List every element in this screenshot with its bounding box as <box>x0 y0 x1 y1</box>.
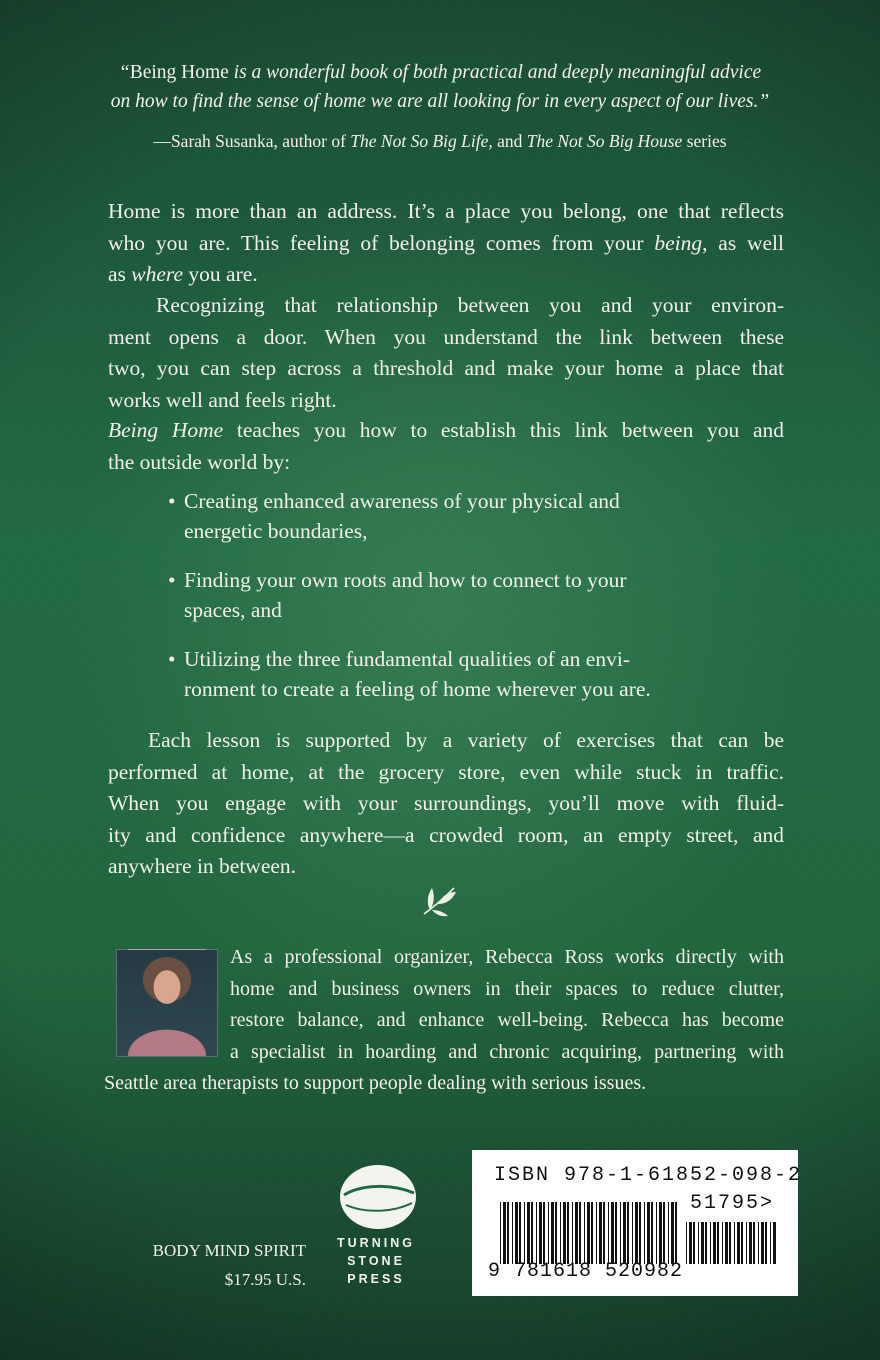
quote-line-2: on how to find the sense of home we are all looking for in every aspect of our lives.” <box>110 91 770 112</box>
barcode-bar <box>615 1202 617 1264</box>
barcode-bar <box>500 1202 501 1264</box>
isbn-barcode <box>472 1150 803 1296</box>
barcode-bar <box>734 1222 735 1264</box>
barcode-bar <box>587 1202 590 1264</box>
barcode-bar <box>659 1202 662 1264</box>
para4-line-1: Each lesson is supported by a variety of exercises that can be <box>148 728 784 752</box>
quote-attribution <box>60 128 820 154</box>
barcode-bar <box>705 1222 707 1264</box>
barcode-bar <box>770 1222 771 1264</box>
attribution-book-1: The Not So Big Life, <box>350 131 493 151</box>
addon-barcode-bars <box>686 1222 776 1264</box>
attribution-suffix: series <box>682 131 727 151</box>
barcode-bar <box>611 1202 614 1264</box>
bullet-dot: • <box>168 647 176 671</box>
barcode-bar <box>563 1202 566 1264</box>
barcode-bar <box>512 1202 513 1264</box>
barcode-bar <box>693 1222 695 1264</box>
para1-l3-end: you are. <box>183 262 258 286</box>
endorsement-quote <box>60 58 820 116</box>
author-bio <box>230 942 784 1068</box>
para3-line-1 <box>108 415 784 447</box>
barcode-bar <box>773 1222 776 1264</box>
attribution-book-2: The Not So Big House <box>526 131 683 151</box>
bullet-2-line-2: spaces, and <box>184 598 282 622</box>
category-and-price <box>120 1236 306 1294</box>
barcode-bar <box>579 1202 581 1264</box>
para4-line-4: ity and confidence anywhere—a crowded room, an empty street, and <box>108 822 784 847</box>
barcode-bar <box>560 1202 561 1264</box>
bullet-item-1 <box>168 486 728 546</box>
barcode-bar <box>632 1202 633 1264</box>
barcode-bar <box>686 1222 687 1264</box>
barcode-bar <box>608 1202 609 1264</box>
para4-line-5: anywhere in between. <box>108 854 297 878</box>
barcode-bar <box>507 1202 509 1264</box>
barcode-bar <box>671 1202 674 1264</box>
barcode-bar <box>647 1202 650 1264</box>
leaf-ornament-icon <box>418 880 462 920</box>
barcode-bar <box>663 1202 665 1264</box>
barcode-bar <box>737 1222 740 1264</box>
description-paragraph-1 <box>108 196 784 291</box>
bullet-1-line-1: Creating enhanced awareness of your physical and <box>184 489 620 513</box>
barcode-bar <box>668 1202 669 1264</box>
author-photo <box>116 949 218 1057</box>
para4-line-3: When you engage with your surroundings, you’ll move with fluid- <box>108 791 784 815</box>
barcode-bar <box>761 1222 764 1264</box>
barcode-bar <box>548 1202 549 1264</box>
para3-line-2: the outside world by: <box>108 449 291 474</box>
publisher-line-1: TURNING <box>337 1236 415 1250</box>
ean-digits: 9 781618 520982 <box>488 1260 684 1283</box>
para1-l3-pre: as <box>108 262 132 286</box>
barcode-bar <box>555 1202 557 1264</box>
quote-text-1: is a wonderful book of both practical and deeply meaningful advice <box>228 62 762 83</box>
barcode-bar <box>620 1202 621 1264</box>
bullet-dot: • <box>168 489 176 513</box>
barcode-bar <box>551 1202 554 1264</box>
barcode-bar <box>539 1202 542 1264</box>
bullet-item-2 <box>168 565 728 625</box>
isbn-number: ISBN 978-1-61852-098-2 <box>494 1164 803 1187</box>
barcode-bar <box>722 1222 723 1264</box>
barcode-bar <box>603 1202 605 1264</box>
description-paragraph-4 <box>108 725 784 883</box>
para2-line-4: works well and feels right. <box>108 387 337 412</box>
para1-text-end: , as well <box>702 230 785 255</box>
para1-line-1: Home is more than an address. It’s a place you belong, one that reflects <box>108 199 784 223</box>
barcode-bar <box>575 1202 578 1264</box>
book-price: $17.95 U.S. <box>224 1270 306 1289</box>
barcode-bar <box>536 1202 537 1264</box>
barcode-bar <box>599 1202 602 1264</box>
barcode-bar <box>765 1222 767 1264</box>
barcode-bar <box>515 1202 518 1264</box>
barcode-bar <box>623 1202 626 1264</box>
barcode-bar <box>543 1202 545 1264</box>
attribution-and: and <box>492 131 527 151</box>
publisher-line-2: STONE <box>347 1254 405 1268</box>
bio-line-5: Seattle area therapists to support people dealing with serious issues. <box>104 1072 647 1094</box>
bio-line-2: home and business owners in their spaces to reduce clutter, <box>230 977 784 1000</box>
bullet-3-line-1: Utilizing the three fundamental qualities of an envi- <box>184 647 630 671</box>
barcode-bar <box>635 1202 638 1264</box>
para3-book-title: Being Home <box>108 418 224 442</box>
para2-line-2: ment opens a door. When you understand the link between these <box>108 324 784 349</box>
quote-line-1 <box>60 58 820 87</box>
book-category: BODY MIND SPIRIT <box>152 1241 306 1260</box>
barcode-bar <box>689 1222 692 1264</box>
barcode-bar <box>749 1222 752 1264</box>
barcode-bar <box>710 1222 711 1264</box>
barcode-bar <box>567 1202 569 1264</box>
publisher-line-3: PRESS <box>347 1272 405 1286</box>
barcode-bar <box>531 1202 533 1264</box>
para2-line-1: Recognizing that relationship between you and your environ- <box>156 293 784 317</box>
barcode-bar <box>639 1202 641 1264</box>
barcode-bar <box>741 1222 743 1264</box>
bio-line-3: restore balance, and enhance well-being. Rebecca has become <box>230 1009 784 1031</box>
quote-book-title: Being Home <box>129 62 229 83</box>
barcode-bar <box>698 1222 699 1264</box>
barcode-bar <box>651 1202 653 1264</box>
attribution-prefix: —Sarah Susanka, author of <box>153 131 351 151</box>
barcode-bar <box>717 1222 719 1264</box>
feature-bullet-list <box>168 486 728 723</box>
barcode-bar <box>584 1202 585 1264</box>
barcode-bar <box>596 1202 597 1264</box>
barcode-bar <box>725 1222 728 1264</box>
description-paragraph-3 <box>108 415 784 478</box>
barcode-bar <box>524 1202 525 1264</box>
barcode-bar <box>753 1222 755 1264</box>
barcode-bar <box>701 1222 704 1264</box>
barcode-bar <box>746 1222 747 1264</box>
bullet-dot: • <box>168 568 176 592</box>
barcode-bar <box>527 1202 530 1264</box>
para1-line-3 <box>108 259 784 291</box>
barcode-bar <box>656 1202 657 1264</box>
barcode-bar <box>675 1202 677 1264</box>
price-code: 51795> <box>690 1192 775 1215</box>
bullet-item-3 <box>168 644 728 704</box>
bullet-2-line-1: Finding your own roots and how to connect to your <box>184 568 627 592</box>
barcode-bar <box>503 1202 506 1264</box>
barcode-bar <box>519 1202 521 1264</box>
bullet-3-line-2: ronment to create a feeling of home wherever you are. <box>184 677 651 701</box>
publisher-name <box>320 1234 432 1288</box>
barcode-bar <box>572 1202 573 1264</box>
para1-text: who you are. This feeling of belonging comes from your <box>108 230 655 255</box>
bio-line-4: a specialist in hoarding and chronic acquiring, partnering with <box>230 1040 784 1063</box>
para2-line-3: two, you can step across a threshold and make your home a place that <box>108 356 784 380</box>
para3-text: teaches you how to establish this link between you and <box>223 418 784 442</box>
barcode-bar <box>627 1202 629 1264</box>
para1-line-2 <box>108 228 784 260</box>
ean-barcode-bars <box>500 1202 680 1264</box>
barcode-bar <box>758 1222 759 1264</box>
para1-emphasis-where: where <box>131 262 184 286</box>
para1-emphasis-being: being <box>654 230 703 255</box>
quote-open-mark: “ <box>118 62 130 83</box>
bio-line-1: As a professional organizer, Rebecca Ross works directly with <box>230 946 784 968</box>
barcode-bar <box>713 1222 716 1264</box>
para4-line-2: performed at home, at the grocery store, even while stuck in traffic. <box>108 759 784 784</box>
barcode-bar <box>729 1222 731 1264</box>
bullet-1-line-2: energetic boundaries, <box>184 519 368 543</box>
description-paragraph-2 <box>108 290 784 416</box>
barcode-bar <box>644 1202 645 1264</box>
barcode-bar <box>591 1202 593 1264</box>
